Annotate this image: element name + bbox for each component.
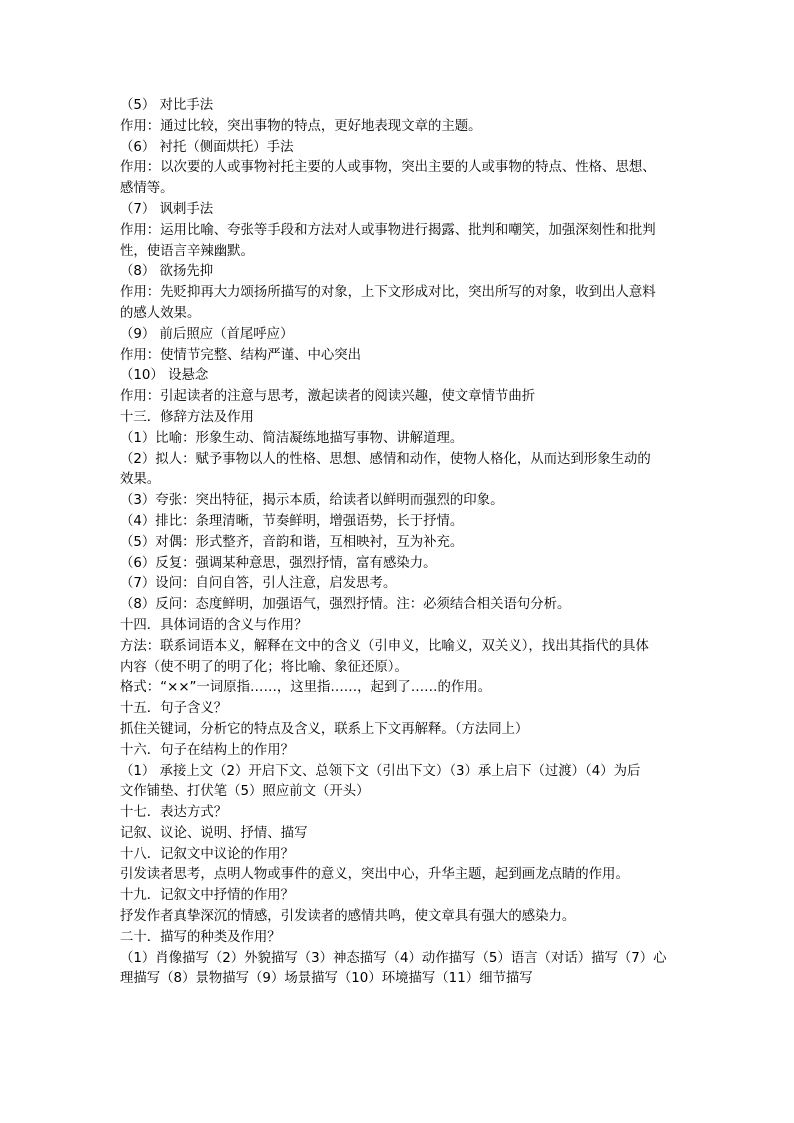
text-line: （1）肖像描写（2）外貌描写（3）神态描写（4）动作描写（5）语言（对话）描写（7）心 bbox=[120, 950, 667, 966]
text-line: 性，使语言辛辣幽默。 bbox=[120, 243, 254, 259]
document-page bbox=[120, 96, 680, 990]
section-heading-13: 十三．修辞方法及作用 bbox=[120, 409, 254, 425]
heading-satire: （7） 讽刺手法 bbox=[120, 201, 214, 217]
section-heading-17: 十七．表达方式？ bbox=[120, 805, 228, 821]
text-line: 作用：运用比喻、夸张等手段和方法对人或事物进行揭露、批判和嘲笑，加强深刻性和批判 bbox=[120, 222, 656, 238]
heading-contrast: （5） 对比手法 bbox=[120, 98, 214, 113]
section-heading-16: 十六．句子在结构上的作用？ bbox=[120, 742, 295, 758]
text-line: （7）设问：自问自答，引人注意，启发思考。 bbox=[120, 576, 397, 592]
text-line: 的感人效果。 bbox=[120, 305, 201, 321]
text-line: （1）比喻：形象生动、简洁凝练地描写事物、讲解道理。 bbox=[120, 430, 464, 446]
text-line: 抒发作者真挚深沉的情感，引发读者的感情共鸣，使文章具有强大的感染力。 bbox=[120, 909, 576, 925]
text-line: 文作铺垫、打伏笔（5）照应前文（开头） bbox=[120, 784, 370, 800]
text-line: 效果。 bbox=[120, 472, 161, 488]
text-line: （5）对偶：形式整齐，音韵和谐，互相映衬，互为补充。 bbox=[120, 534, 464, 550]
text-line: 理描写（8）景物描写（9）场景描写（10）环境描写（11）细节描写 bbox=[120, 971, 533, 987]
text-line: （1） 承接上文（2）开启下文、总领下文（引出下文）（3）承上启下（过渡）（4）为后 bbox=[120, 763, 641, 779]
text-line: 作用：以次要的人或事物衬托主要的人或事物，突出主要的人或事物的特点、性格、思想、 bbox=[120, 160, 656, 176]
section-heading-18: 十八．记叙文中议论的作用？ bbox=[120, 846, 295, 862]
text-line: 格式：“××”一词原指……，这里指……，起到了……的作用。 bbox=[120, 680, 492, 696]
text-line: （3）夸张：突出特征，揭示本质，给读者以鲜明而强烈的印象。 bbox=[120, 493, 504, 509]
text-line: 引发读者思考，点明人物或事件的意义，突出中心，升华主题，起到画龙点睛的作用。 bbox=[120, 867, 629, 883]
section-heading-15: 十五．句子含义？ bbox=[120, 701, 228, 717]
heading-suppress-then-praise: （8） 欲扬先抑 bbox=[120, 264, 214, 280]
section-heading-14: 十四．具体词语的含义与作用？ bbox=[120, 617, 308, 633]
text-line: （4）排比：条理清晰，节奏鲜明，增强语势，长于抒情。 bbox=[120, 513, 464, 529]
text-line: 感情等。 bbox=[120, 181, 174, 197]
section-heading-19: 十九．记叙文中抒情的作用？ bbox=[120, 888, 295, 904]
text-line: 内容（使不明了的明了化；将比喻、象征还原）。 bbox=[120, 659, 408, 675]
text-line: 作用：使情节完整、结构严谨、中心突出 bbox=[120, 347, 362, 363]
heading-echo: （9） 前后照应（首尾呼应） bbox=[120, 326, 294, 342]
text-line: 作用：先贬抑再大力颂扬所描写的对象，上下文形成对比，突出所写的对象，收到出人意料 bbox=[120, 285, 656, 301]
text-line: 作用：通过比较，突出事物的特点，更好地表现文章的主题。 bbox=[120, 118, 482, 134]
text-line: 方法：联系词语本义，解释在文中的含义（引申义，比喻义，双关义），找出其指代的具体 bbox=[120, 638, 649, 654]
text-line: （8）反问：态度鲜明，加强语气，强烈抒情。注：必须结合相关语句分析。 bbox=[120, 597, 571, 613]
heading-suspense: （10） 设悬念 bbox=[120, 368, 209, 384]
text-line: （2）拟人：赋予事物以人的性格、思想、感情和动作，使物人格化，从而达到形象生动的 bbox=[120, 451, 651, 467]
text-line: 抓住关键词，分析它的特点及含义，联系上下文再解释。（方法同上） bbox=[120, 721, 529, 737]
text-line: 作用：引起读者的注意与思考，激起读者的阅读兴趣，使文章情节曲折 bbox=[120, 389, 536, 405]
section-heading-20: 二十．描写的种类及作用？ bbox=[120, 929, 281, 945]
text-line: 记叙、议论、说明、抒情、描写 bbox=[120, 825, 308, 841]
text-line: （6）反复：强调某种意思，强烈抒情，富有感染力。 bbox=[120, 555, 437, 571]
heading-foil: （6） 衬托（侧面烘托）手法 bbox=[120, 139, 294, 155]
